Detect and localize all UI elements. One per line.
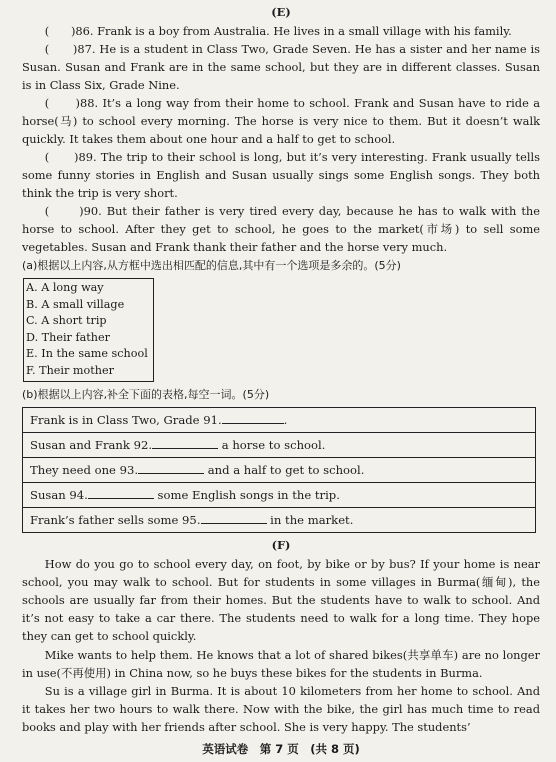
table-row-92: Susan and Frank 92. a horse to school.: [23, 433, 535, 458]
section-e-heading: (E): [271, 5, 291, 19]
table-row-93: They need one 93. and a half to get to school.: [23, 458, 535, 483]
passage-paragraph-2: Mike wants to help them. He knows that a lot of shared bikes(共享单车) are no longer in use(不再使用) in China now, so he buys these bikes for the students in Burma.: [22, 647, 540, 680]
matching-questions: [22, 22, 540, 256]
passage-paragraph-1: How do you go to school every day, on foot, by bike or by bus? If your home is near school, you may walk to school. But for students in some villages in Burma(缅甸), the schools are usually far from their homes. But the students have to walk to school. And it’s not easy to take a car there. The students need to walk for a long time. They hope they can get to school quickly.: [22, 556, 540, 644]
table-row-94: Susan 94. some English songs in the trip.: [23, 483, 535, 508]
page-footer: 英语试卷 第 7 页 (共 8 页): [202, 741, 360, 756]
passage-paragraph-3: Su is a village girl in Burma. It is about 10 kilometers from her home to school. And it takes her two hours to walk there. Now with the bike, the girl has much time to read books and play with her friends after school. She is very happy. The students’: [22, 683, 540, 735]
question-text: 88. It’s a long way from their home to school. Frank and Susan have to ride a horse(马) to school every morning. The horse is very nice to them. But it doesn’t walk quickly. It takes them about one hour and a half to get to school.: [22, 96, 540, 146]
answer-bracket[interactable]: ( ): [44, 150, 79, 164]
question-text: 90. But their father is very tired every day, because he has to walk with the horse to school. After they get to school, he goes to the market(市场) to sell some vegetables. Susan and Frank thank their father and the horse very much.: [22, 204, 540, 254]
question-text: 86. Frank is a boy from Australia. He lives in a small village with his family.: [75, 24, 512, 38]
exam-page: [22, 4, 540, 758]
option-d: D. Their father: [26, 330, 110, 344]
question-86: [22, 22, 540, 40]
blank-95[interactable]: [201, 510, 267, 524]
question-89: [22, 148, 540, 202]
table-row-95: Frank’s father sells some 95. in the market.: [23, 508, 535, 532]
question-text: 89. The trip to their school is long, but it’s very interesting. Frank usually tells some funny stories in English and Susan usually sings some English songs. They both think the trip is very short.: [22, 150, 541, 200]
answer-bracket[interactable]: ( ): [44, 96, 80, 110]
answer-bracket[interactable]: ( ): [44, 42, 78, 56]
section-f-heading: (F): [271, 537, 291, 552]
option-b: B. A small village: [26, 297, 125, 311]
answer-bracket[interactable]: ( ): [44, 204, 84, 218]
question-87: [22, 40, 540, 94]
option-e: E. In the same school: [26, 347, 148, 361]
option-a: A. A long way: [26, 281, 104, 294]
option-c: C. A short trip: [26, 314, 107, 328]
question-88: [22, 94, 540, 148]
question-90: [22, 202, 540, 256]
question-text: 87. He is a student in Class Two, Grade Seven. He has a sister and her name is Susan. Susan and Frank are in the same school, but they are in different classes. Susan is in Class Six, Grade Nine.: [22, 42, 540, 92]
option-f: F. Their mother: [26, 363, 114, 377]
part-a-instruction: (a)根据以上内容,从方框中选出相匹配的信息,其中有一个选项是多余的。(5分): [22, 259, 401, 272]
options-box: [23, 278, 154, 382]
answer-bracket[interactable]: ( ): [44, 24, 76, 38]
blank-93[interactable]: [138, 460, 204, 474]
table-row-91: Frank is in Class Two, Grade 91. .: [23, 408, 535, 433]
blank-91[interactable]: [222, 410, 284, 424]
blank-94[interactable]: [88, 485, 154, 499]
blank-92[interactable]: [152, 435, 218, 449]
part-b-instruction: (b)根据以上内容,补全下面的表格,每空一词。(5分): [22, 387, 270, 401]
fill-in-table: [22, 407, 536, 533]
